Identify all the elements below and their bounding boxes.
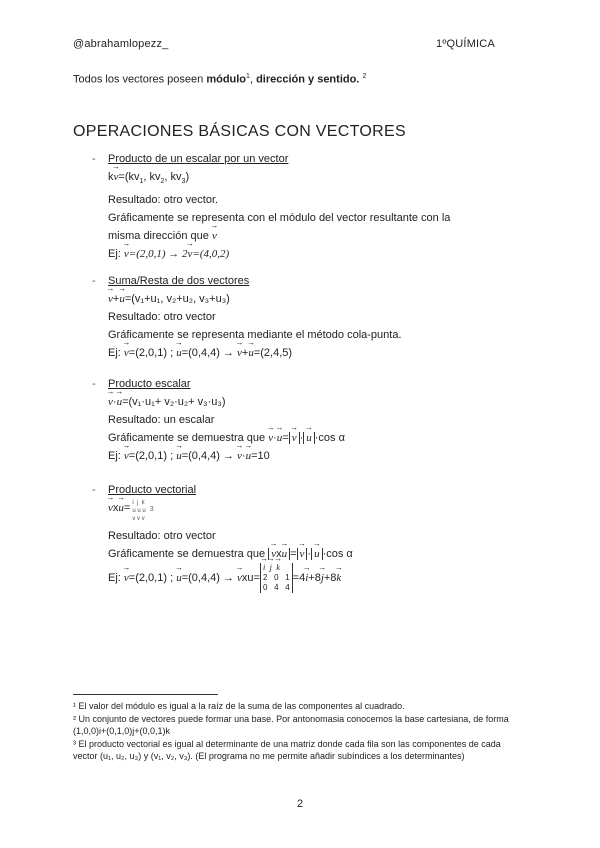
formula-line: $k\to v=(kv_1$, $kv_2$, $kv_3$) <box>108 168 528 191</box>
result-line: Resultado: otro vector <box>108 311 216 323</box>
author-handle: @abrahamlopezz_ <box>73 38 169 50</box>
formula-x: x <box>112 502 119 514</box>
section-cross-product <box>92 481 528 593</box>
example-v: =(2,0,1) ; <box>128 571 177 584</box>
section-dot-product <box>92 375 528 465</box>
graph-text: misma dirección que <box>108 230 212 243</box>
example-v: =(2,0,1) ; <box>128 347 177 359</box>
example-result: =(2,4,5) <box>253 347 293 359</box>
example-label: Ej: <box>108 450 124 462</box>
example-line: Ej: → v=(2,0,1) ; → u=(0,4,4) → → v+→ u=(2,4,5) <box>108 344 528 362</box>
example-label: Ej: <box>108 248 124 261</box>
formula-text: =(v₁+u₁, v₂+u₂, v₃+u₃) <box>124 293 230 305</box>
footnote-ref-2: 2 <box>362 73 367 80</box>
intro-bold-direccion: dirección y sentido. <box>256 73 360 86</box>
course-label: 1ºQUÍMICA <box>436 38 495 50</box>
section-heading: Producto de un escalar por un vector <box>108 153 289 165</box>
example-label: Ej: <box>108 347 124 359</box>
intro-text: Todos los vectores poseen <box>73 73 207 86</box>
det-row-3: 0 4 4 <box>262 583 290 592</box>
example-u: =(0,4,4) → <box>181 450 238 462</box>
graph-end: ·cos α <box>314 432 345 444</box>
example-line: Ej: → v=(2,0,1) ; → u=(0,4,4) → → vxu=→ i → j → k 2 0 1 0 4 4=4→ i+8→ j+8→ k <box>108 563 528 593</box>
graph-line: Gráficamente se demuestra que → vx→ u =→ v ·→ u ·cos α <box>108 545 528 563</box>
determinant-matrix <box>260 563 293 593</box>
cross-result-1: =4 <box>292 571 306 584</box>
example-u: =(0,4,4) → <box>181 347 238 359</box>
det-row-2: 2 0 1 <box>262 573 290 582</box>
det-row-1: → i → j → k <box>263 563 280 572</box>
small-matrix: i j k u u u v v v <box>132 500 146 522</box>
formula-eq: = <box>123 502 131 514</box>
result-line: Resultado: otro vector. <box>108 194 219 207</box>
footnote-2: ² Un conjunto de vectores puede formar una base. Por antonomasia conocemos la base cartesiana, de forma (1,0,0)i+(0,1,0)j+(0,0,1)k <box>73 714 509 736</box>
section-heading: Producto escalar <box>108 378 191 390</box>
section-heading: Suma/Resta de dos vectores <box>108 275 250 287</box>
graph-line: Gráficamente se representa mediante el método cola-punta. <box>108 329 402 341</box>
section-sum-vectors <box>92 272 528 362</box>
formula-line: → vx→ u= i j k u u u v v v3 <box>108 499 528 527</box>
graph-line: Gráficamente se representa con el módulo del vector resultante con la <box>108 212 451 225</box>
example-end: =(4,0,2) <box>192 248 230 261</box>
intro-bold-modulo: módulo <box>206 73 247 86</box>
formula-text: =(v₁·u₁+ v₂·u₂+ v₃·u₃) <box>122 396 226 408</box>
cross-result-2: +8 <box>308 571 321 584</box>
bullet-dash: - <box>92 378 96 390</box>
formula-text: =(kv <box>118 171 140 183</box>
page-number: 2 <box>296 798 304 810</box>
footnote-1: ¹ El valor del módulo es igual a la raíz de la suma de las componentes al cuadrado. <box>73 701 405 711</box>
footnote-ref-1: 1 <box>246 73 250 80</box>
graph-end: ·cos α <box>322 548 353 560</box>
graph-line-2: misma dirección que → v <box>108 227 528 245</box>
footnote-divider <box>73 694 218 695</box>
graph-line: Gráficamente se demuestra que → v·→ u=→ v ·→ u ·cos α <box>108 429 528 447</box>
example-line: Ej: → v=(2,0,1) → 2→ v=(4,0,2) <box>108 245 528 263</box>
example-line: Ej: → v=(2,0,1) ; → u=(0,4,4) → → v·→ u=10 <box>108 447 528 465</box>
formula-text-rest: , kv <box>143 171 161 183</box>
example-text: =(2,0,1) → 2 <box>128 248 188 261</box>
section-scalar-product-vector <box>92 150 528 263</box>
example-cross: xu= <box>241 571 260 584</box>
intro-sep: , <box>249 73 257 86</box>
graph-text: Gráficamente se demuestra que <box>108 432 269 444</box>
formula-line: → v+→ u=(v₁+u₁, v₂+u₂, v₃+u₃) <box>108 290 528 308</box>
result-line: Resultado: otro vector <box>108 530 216 542</box>
example-u: =(0,4,4) → <box>181 571 238 584</box>
graph-text: Gráficamente se demuestra que <box>108 548 269 560</box>
bullet-dash: - <box>92 484 96 496</box>
formula-line: → v·→ u=(v₁·u₁+ v₂·u₂+ v₃·u₃) <box>108 393 528 411</box>
bullet-dash: - <box>92 275 96 287</box>
footnote-3: ³ El producto vectorial es igual al determinante de una matriz donde cada fila son las componentes de cada vector (u₁, u₂, u₃) y (v₁, v₂, v₃). (El programa no me permite añadir subíndices a los determinantes) <box>73 739 501 761</box>
footnote-ref-3: 3 <box>149 506 154 513</box>
bullet-dash: - <box>92 153 96 165</box>
result-line: Resultado: un escalar <box>108 414 215 426</box>
page-title: OPERACIONES BÁSICAS CON VECTORES <box>73 123 406 140</box>
intro-line <box>73 73 366 86</box>
cross-result-3: +8 <box>323 571 337 584</box>
example-label: Ej: <box>108 571 124 584</box>
example-v: =(2,0,1) ; <box>128 450 177 462</box>
example-result: =10 <box>251 450 270 462</box>
section-heading: Producto vectorial <box>108 484 197 496</box>
